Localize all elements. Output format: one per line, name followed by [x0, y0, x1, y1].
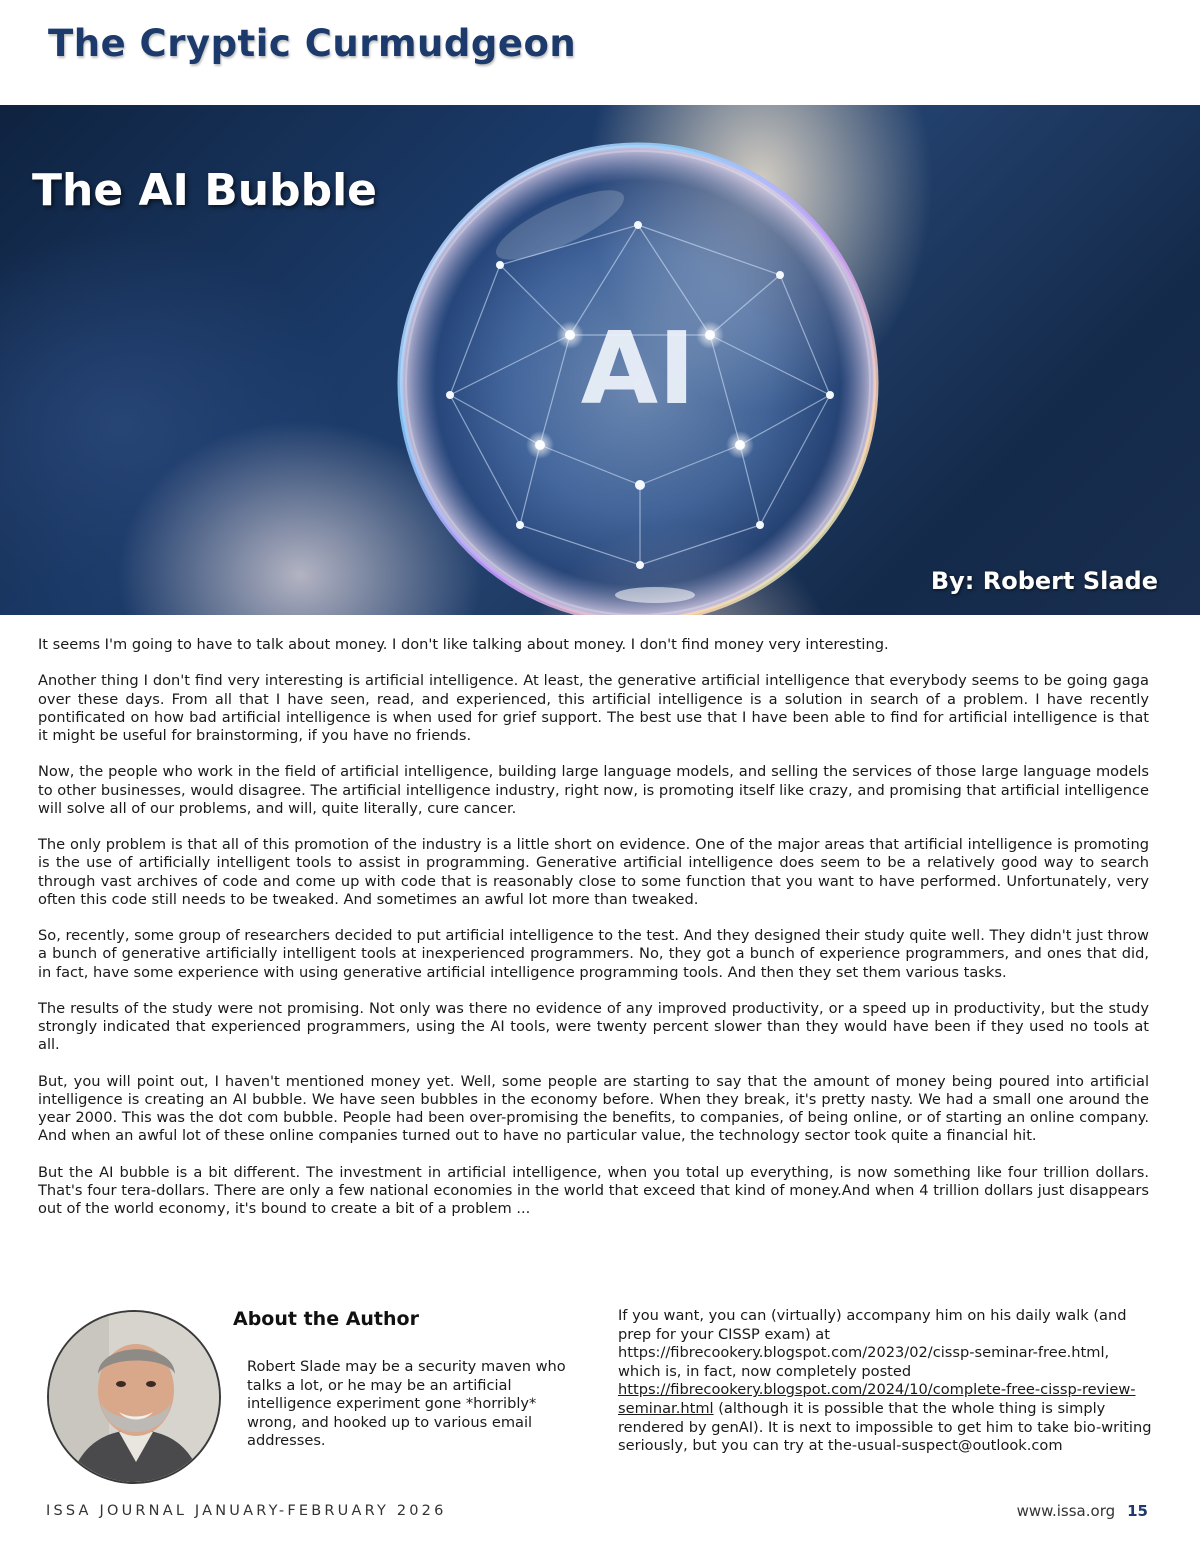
article-paragraph: The results of the study were not promising. Not only was there no evidence of any improved productivity, or a speed up in productivity, but the study strongly indicated that experienced programmers, using the AI tools, were twenty percent slower than they would have been if they used no tools at all.	[38, 999, 1149, 1054]
bubble-ai-text: AI	[580, 310, 696, 427]
article-paragraph: So, recently, some group of researchers decided to put artificial intelligence to the test. And they designed their study quite well. They didn't just throw a bunch of generative artificially intelligent tools at inexperienced programmers. No, they got a bunch of experience programmers, and ones that did, in fact, have some experience with using generative artificial intelligence programming tools. And then they set them various tasks.	[38, 927, 1149, 981]
hero-banner	[0, 105, 1200, 615]
article-body	[38, 636, 1149, 1237]
article-paragraph: The only problem is that all of this promotion of the industry is a little short on evidence. One of the major areas that artificial intelligence is promoting is the use of artificially intelligent tools to assist in programming. Generative artificial intelligence does seem to be a relatively good way to search through vast archives of code and come up with code that is reasonably close to some function that you want to have performed. Unfortunately, very often this code still needs to be tweaked. And sometimes an awful lot more than tweaked.	[38, 836, 1149, 908]
footer-right	[1017, 1502, 1148, 1520]
about-author-text: Robert Slade may be a security maven who talks a lot, or he may be an artificial intelligence experiment gone *horribly* wrong, and hooked up to various email addresses.	[247, 1358, 566, 1450]
article-title: The AI Bubble	[32, 165, 378, 216]
about-author-heading: About the Author	[233, 1308, 419, 1330]
article-paragraph: But, you will point out, I haven't mentioned money yet. Well, some people are starting to say that the amount of money being poured into artificial intelligence is creating an AI bubble. We have seen bubbles in the economy before. When they break, it's pretty nasty. We had a small one around the year 2000. This was the dot com bubble. People had been over-promising the benefits, to companies, of being online, or of starting an online company. And when an awful lot of these online companies turned out to have no particular value, the technology sector took quite a financial hit.	[38, 1072, 1149, 1145]
footer-site: www.issa.org	[1016, 1502, 1116, 1520]
page-number: 15	[1127, 1502, 1148, 1520]
seminar-link[interactable]: https://fibrecookery.blogspot.com/2024/10/complete-free-cissp-review-seminar.html	[618, 1381, 1136, 1417]
article-paragraph: But the AI bubble is a bit different. The investment in artificial intelligence, when you total up everything, is now something like four trillion dollars. That's four tera-dollars. There are only a few national economies in the world that exceed that kind of money.And when 4 trillion dollars just disappears out of the world economy, it's bound to create a bit of a problem ...	[38, 1163, 1149, 1218]
article-byline: By: Robert Slade	[930, 567, 1158, 595]
author-bio	[618, 1307, 1153, 1456]
column-title: The Cryptic Curmudgeon	[48, 22, 577, 65]
article-paragraph: Another thing I don't find very interesting is artificial intelligence. At least, the generative artificial intelligence that everybody seems to be going gaga over these days. From all that I have seen, read, and experienced, this artificial intelligence is a solution in search of a problem. I have recently pontificated on how bad artificial intelligence is when used for grief support. The best use that I have been able to find for artificial intelligence is that it might be useful for brainstorming, if you have no friends.	[38, 672, 1149, 744]
author-bio-text: If you want, you can (virtually) accompany him on his daily walk (and prep for your CISSP exam) at https://fibrecookery.blogspot.com/2023/02/cissp-seminar-free.html, which is, in fact, now completely posted	[618, 1307, 1127, 1380]
article-paragraph: Now, the people who work in the field of artificial intelligence, building large language models, and selling the services of those large language models to other businesses, would disagree. The artificial intelligence industry, right now, is promoting itself like crazy, and promising that artificial intelligence will solve all of our problems, and will, quite literally, cure cancer.	[38, 763, 1149, 817]
author-photo	[47, 1310, 221, 1484]
author-bio-text-continued: (although it is possible that the whole thing is simply rendered by genAI). It is next to impossible to get him to take bio-writing seriously, but you can try at the-usual-suspect@outlook.com	[618, 1399, 1152, 1455]
footer-journal: ISSA JOURNAL JANUARY-FEBRUARY 2026	[46, 1503, 447, 1519]
article-paragraph: It seems I'm going to have to talk about money. I don't like talking about money. I don't find money very interesting.	[38, 636, 889, 653]
